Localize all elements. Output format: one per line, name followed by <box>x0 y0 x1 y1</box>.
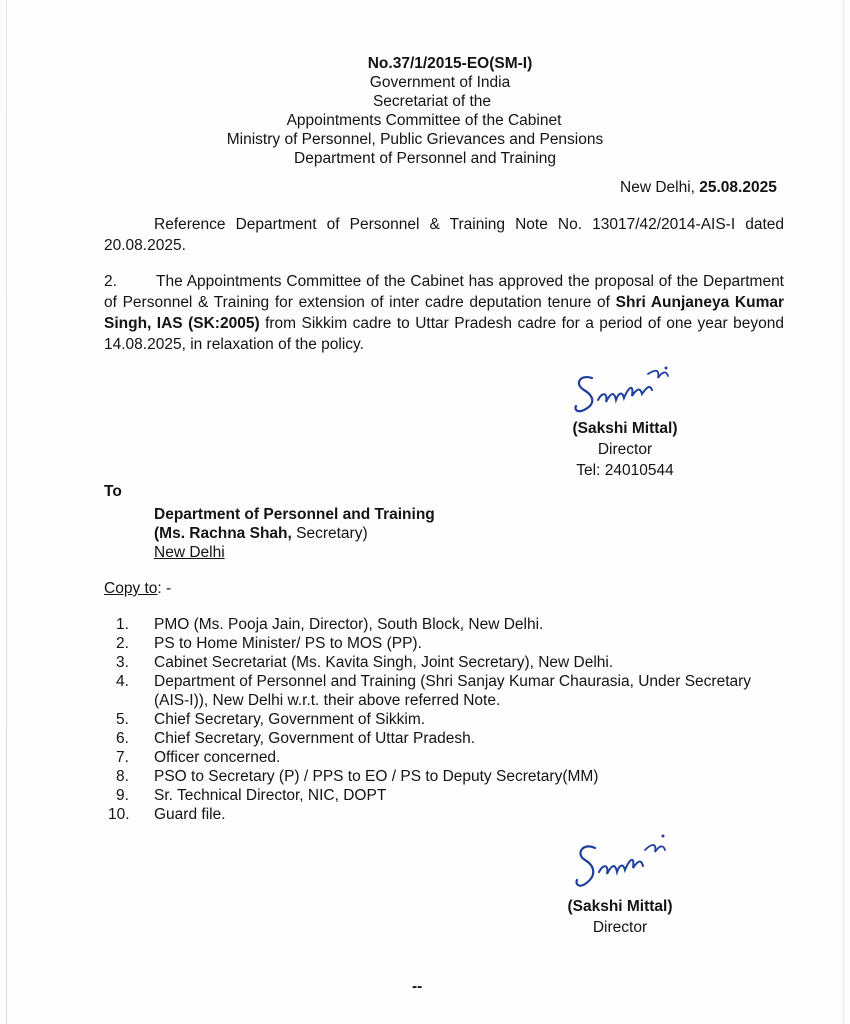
header-line-secretariat: Secretariat of the <box>372 93 492 110</box>
paragraph-number: 2. <box>104 273 117 290</box>
list-item <box>116 615 788 634</box>
handwritten-signature-icon <box>570 360 680 418</box>
list-item-number: 4. <box>116 673 129 690</box>
handwritten-signature-icon <box>565 822 675 896</box>
list-item-number: 1. <box>116 616 129 633</box>
list-item <box>116 710 788 729</box>
list-item-text: Sr. Technical Director, NIC, DOPT <box>154 787 387 804</box>
list-item-text: Guard file. <box>154 806 226 823</box>
copy-to-list <box>108 615 788 824</box>
list-item-text: Cabinet Secretariat (Ms. Kavita Singh, Joint Secretary), New Delhi. <box>154 654 614 671</box>
list-item-number: 5. <box>116 711 129 728</box>
approval-text-before: The Appointments Committee of the Cabinet has approved the proposal of the Department of Personnel & Training for extension of inter cadre deputation tenure of <box>104 273 784 311</box>
header-line-government: Government of India <box>369 74 511 91</box>
header-line-committee: Appointments Committee of the Cabinet <box>286 112 562 129</box>
list-item-number: 9. <box>116 787 129 804</box>
signature-block-bottom <box>555 822 685 938</box>
list-item-number: 7. <box>116 749 129 766</box>
list-item-number: 6. <box>116 730 129 747</box>
list-item <box>108 805 788 824</box>
list-item-text: PS to Home Minister/ PS to MOS (PP). <box>154 635 422 652</box>
addressee-city: New Delhi <box>154 544 225 561</box>
list-item-text: Officer concerned. <box>154 749 281 766</box>
reference-paragraph: Reference Department of Personnel & Training Note No. 13017/42/2014-AIS-I dated 20.08.2025. <box>104 216 784 254</box>
addressee-person <box>154 524 435 543</box>
signatory-name: (Sakshi Mittal) <box>572 420 678 437</box>
list-item-text: Department of Personnel and Training (Shri Sanjay Kumar Chaurasia, Under Secretary (AIS-I)), New Delhi w.r.t. their above referred Note. <box>154 673 752 709</box>
list-item <box>116 634 788 653</box>
scan-edge-right <box>843 0 844 1024</box>
approval-text-after: from Sikkim cadre to Uttar Pradesh cadre for a period of one year beyond 14.08.2025, in relaxation of the policy. <box>104 315 784 353</box>
officer-name: Shri Aunjaneya Kumar Singh, IAS (SK:2005) <box>104 294 785 332</box>
list-item-text: Chief Secretary, Government of Uttar Pradesh. <box>154 730 476 747</box>
list-item <box>116 672 788 710</box>
list-item-number: 10. <box>108 806 130 823</box>
to-label: To <box>104 483 122 500</box>
list-item-number: 8. <box>116 768 129 785</box>
signatory-telephone: Tel: 24010544 <box>576 462 674 479</box>
list-item-text: PSO to Secretary (P) / PPS to EO / PS to Deputy Secretary(MM) <box>154 768 599 785</box>
page-end-marker: -- <box>412 978 423 995</box>
signatory-designation: Director <box>597 441 653 458</box>
list-item <box>116 729 788 748</box>
header-line-ministry: Ministry of Personnel, Public Grievances and Pensions <box>226 131 604 148</box>
list-item <box>116 786 788 805</box>
list-item-text: PMO (Ms. Pooja Jain, Director), South Block, New Delhi. <box>154 616 544 633</box>
copy-to-label: Copy to <box>104 580 158 597</box>
letter-date <box>620 179 777 197</box>
list-item <box>116 767 788 786</box>
addressee-title: Secretary) <box>291 525 368 542</box>
signatory-designation: Director <box>592 919 648 936</box>
list-item-text: Chief Secretary, Government of Sikkim. <box>154 711 426 728</box>
addressee-department: Department of Personnel and Training <box>154 506 435 523</box>
list-item <box>116 653 788 672</box>
date-place: New Delhi, <box>620 179 700 196</box>
date-value: 25.08.2025 <box>699 179 777 196</box>
addressee-block <box>154 505 435 562</box>
approval-paragraph <box>104 271 784 355</box>
scan-edge-left <box>6 0 7 1024</box>
list-item-number: 3. <box>116 654 129 671</box>
copy-to-heading <box>104 580 171 598</box>
addressee-name: (Ms. Rachna Shah, <box>154 525 292 542</box>
header-line-department: Department of Personnel and Training <box>294 150 556 167</box>
signature-block-top <box>560 360 690 481</box>
copy-to-suffix: : - <box>157 580 172 597</box>
list-item <box>116 748 788 767</box>
signatory-name: (Sakshi Mittal) <box>567 898 673 915</box>
letter-header <box>200 54 700 168</box>
list-item-number: 2. <box>116 635 129 652</box>
file-number: No.37/1/2015-EO(SM-I) <box>367 55 533 72</box>
